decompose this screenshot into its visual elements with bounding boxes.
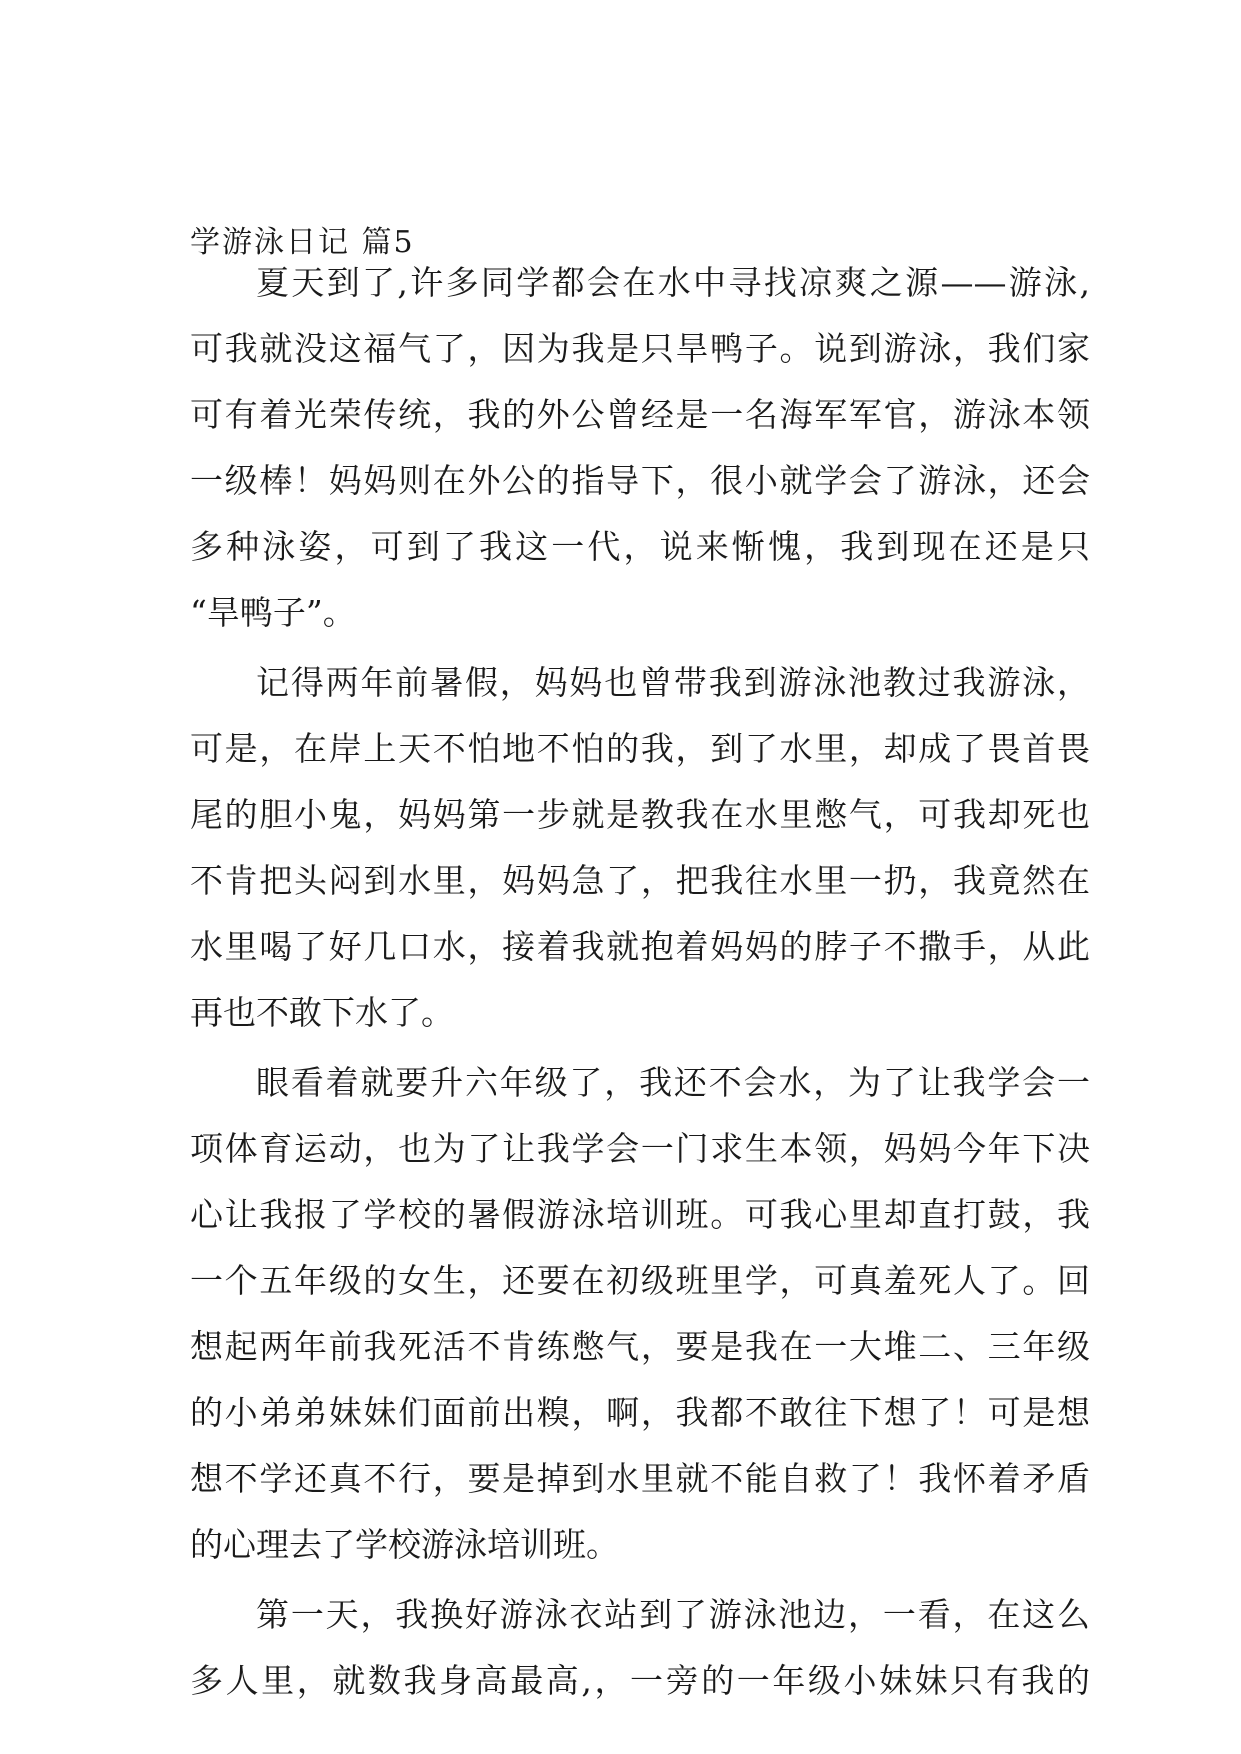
text-line: 第一天，我换好游泳衣站到了游泳池边，一看，在这么 — [256, 1595, 1090, 1634]
document-body — [190, 250, 1090, 1714]
paragraph-1 — [190, 250, 1090, 646]
text-line: 不肯把头闷到水里，妈妈急了，把我往水里一扔，我竟然在 — [190, 861, 1090, 900]
text-line: 眼看着就要升六年级了，我还不会水，为了让我学会一 — [256, 1063, 1090, 1102]
text-line: 项体育运动，也为了让我学会一门求生本领，妈妈今年下决 — [190, 1129, 1090, 1168]
text-line: 的小弟弟妹妹们面前出糗，啊，我都不敢往下想了！可是想 — [190, 1393, 1090, 1432]
text-line: 想不学还真不行，要是掉到水里就不能自救了！我怀着矛盾 — [190, 1459, 1090, 1498]
text-line: 多人里，就数我身高最高,，一旁的一年级小妹妹只有我的 — [190, 1661, 1090, 1700]
paragraph-2 — [190, 650, 1090, 1046]
text-line: 心让我报了学校的暑假游泳培训班。可我心里却直打鼓，我 — [190, 1195, 1090, 1234]
text-line: 水里喝了好几口水，接着我就抱着妈妈的脖子不撒手，从此 — [190, 927, 1090, 966]
text-line: 尾的胆小鬼，妈妈第一步就是教我在水里憋气，可我却死也 — [190, 795, 1090, 834]
text-line: 一级棒！妈妈则在外公的指导下，很小就学会了游泳，还会 — [190, 461, 1090, 500]
text-line: 可是，在岸上天不怕地不怕的我，到了水里，却成了畏首畏 — [190, 729, 1090, 768]
paragraph-3 — [190, 1050, 1090, 1578]
text-line: 想起两年前我死活不肯练憋气，要是我在一大堆二、三年级 — [190, 1327, 1090, 1366]
text-line: “旱鸭子”。 — [190, 593, 356, 632]
text-line: 一个五年级的女生，还要在初级班里学，可真羞死人了。回 — [190, 1261, 1090, 1300]
text-line: 多种泳姿，可到了我这一代，说来惭愧，我到现在还是只 — [190, 527, 1090, 566]
text-line: 的心理去了学校游泳培训班。 — [190, 1525, 619, 1564]
document-title: 学游泳日记 篇5 — [190, 225, 415, 260]
paragraph-4 — [190, 1582, 1090, 1714]
text-line: 可有着光荣传统，我的外公曾经是一名海军军官，游泳本领 — [190, 395, 1090, 434]
text-line: 夏天到了,许多同学都会在水中寻找凉爽之源——游泳, — [256, 263, 1090, 302]
text-line: 可我就没这福气了，因为我是只旱鸭子。说到游泳，我们家 — [190, 329, 1090, 368]
text-line: 再也不敢下水了。 — [190, 993, 454, 1032]
text-line: 记得两年前暑假，妈妈也曾带我到游泳池教过我游泳， — [256, 663, 1090, 702]
